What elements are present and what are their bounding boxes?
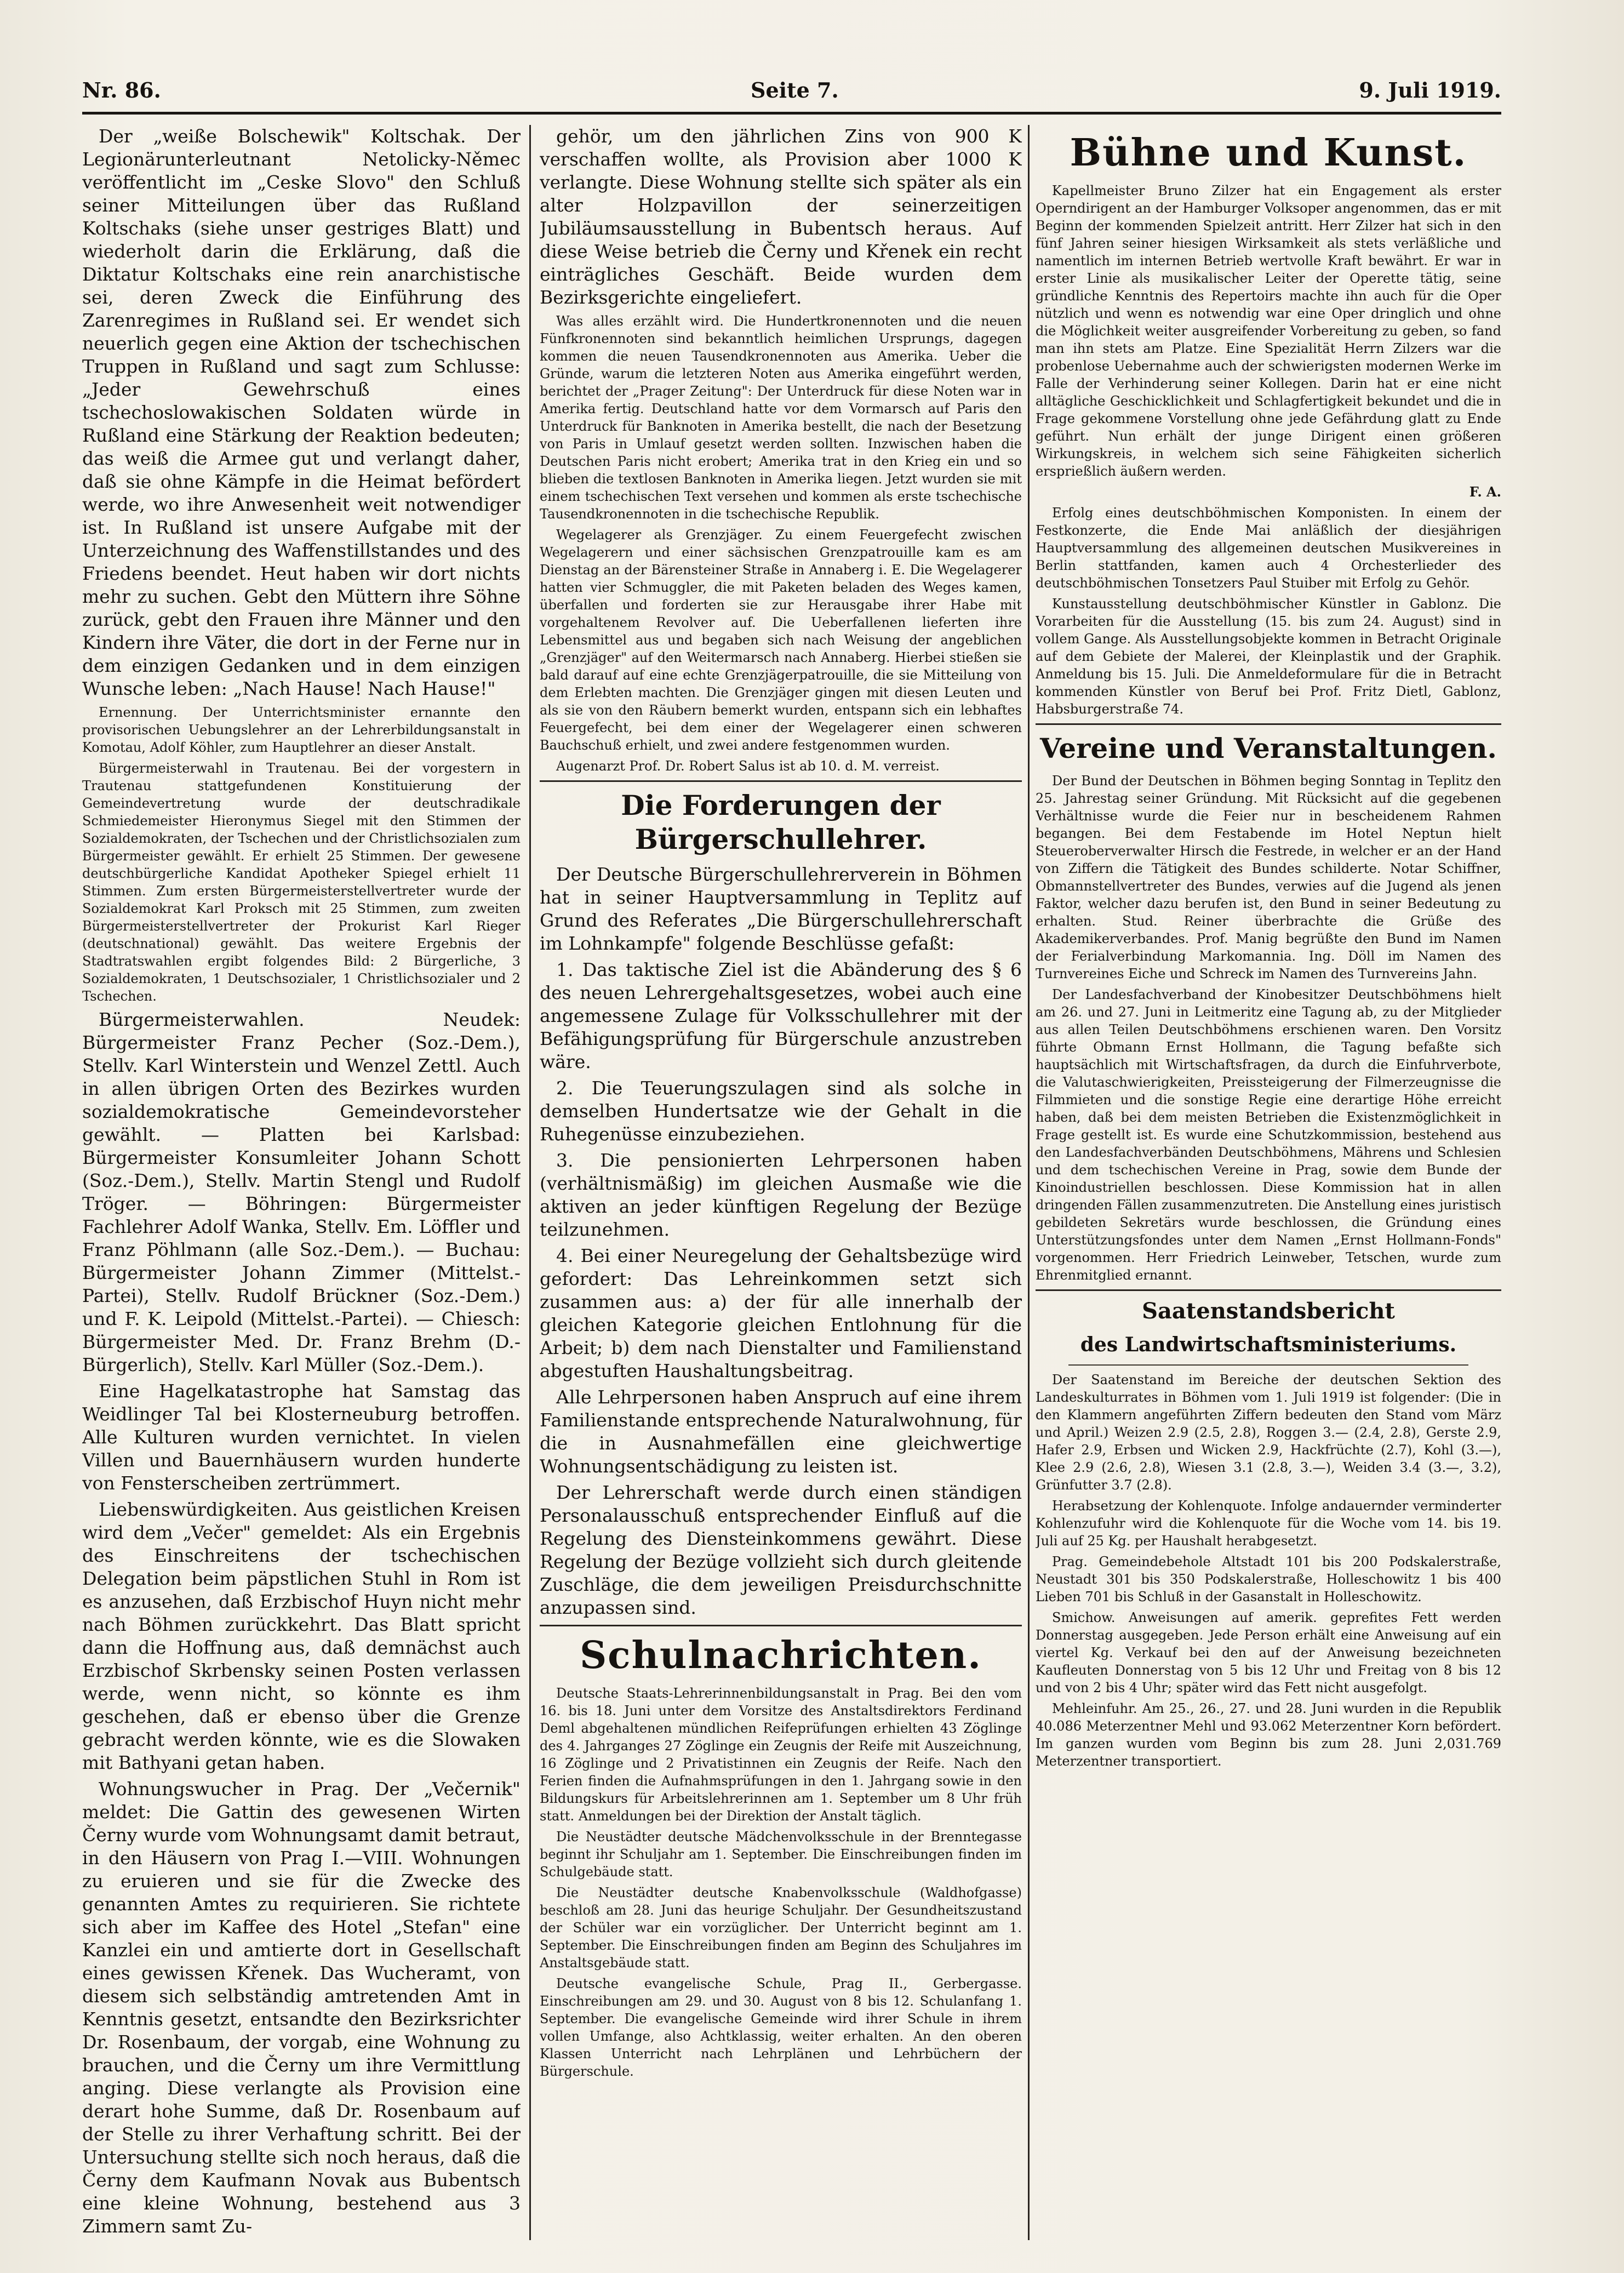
article-hagelkatastrophe: Eine Hagelkatastrophe hat Samstag das Weidlinger Tal bei Klosterneuburg betroffen. Alle Kulturen wurden vernichtet. In vielen Villen und Bauernhäusern wurden hunderte von Fensterscheiben zertrümmert.	[82, 1380, 521, 1494]
article-zilzer: Kapellmeister Bruno Zilzer hat ein Engagement als erster Operndirigent an der Hamburger Volksoper angenommen, das er mit Beginn der kommenden Spielzeit antritt. Herr Zilzer hat sich in den fünf Jahren seiner hiesigen Wirksamkeit als stets verläßliche und namentlich im internen Betrieb wertvolle Kraft bewährt. Er war in erster Linie als musikalischer Leiter der Operette tätig, seine gründliche Kenntnis des Repertoirs machte ihn auch für die Oper nützlich und wenn es notwendig war eine Oper dringlich und ohne die Möglichkeit weiter ausgreifender Vorbereitung zu geben, so fand man ihn stets am Platze. Eine Spezialität Herrn Zilzers war die probenlose Uebernahme auch der schwierigsten modernen Werke im Falle der Verhinderung seiner Kollegen. Darin hat er eine nicht alltägliche Geschicklichkeit und Schlagfertigkeit bekundet und die in Frage gekommene Vorstellung ohne jede Gefährdung glatt zu Ende geführt. Nun erhält der junge Dirigent einen größeren Wirkungskreis, in welchem sich seine Fähigkeiten sicherlich ersprießlich äußern werden.	[1036, 183, 1501, 479]
column-divider-2	[1028, 125, 1030, 2240]
article-wohnungswucher: Wohnungswucher in Prag. Der „Večernik" meldet: Die Gattin des gewesenen Wirten Černy wurde vom Wohnungsamt damit betraut, in den Häusern von Prag I.—VIII. Wohnungen zu eruieren und sie für die Zwecke des genannten Amtes zu requirieren. Sie richtete sich aber im Kaffee des Hotel „Stefan" eine Kanzlei ein und amtierte dort in Gesellschaft eines gewissen Křenek. Das Wucheramt, von diesem sich selbständig amtretenden Amt in Kenntnis gesetzt, entsandte den Bezirksrichter Dr. Rosenbaum, der vorgab, eine Wohnung zu brauchen, und die Černy um ihre Vermittlung anging. Diese verlangte als Provision eine derart hohe Summe, daß Dr. Rosenbaum auf der Stelle zu ihrer Verhaftung schritt. Bei der Untersuchung stellte sich noch heraus, daß die Černy dem Kaufmann Novak aus Bubentsch eine kleine Wohnung, bestehend aus 3 Zimmern samt Zu-	[82, 1778, 521, 2237]
page-number: Seite 7.	[751, 78, 839, 102]
section-separator	[540, 780, 1022, 782]
article-bund-der-deutschen: Der Bund der Deutschen in Böhmen beging Sonntag in Teplitz den 25. Jahrestag seiner Gründung. Mit Rücksicht auf die gegebenen Verhältnisse wurde die Feier nur in bescheidenem Rahmen begangen. Bei dem Festabende im Hotel Neptun hielt Steueroberverwalter Hirsch die Festrede, in welcher er an der Hand von Ziffern die Tätigkeit des Bundes schilderte. Notar Schiffner, Obmannstellvertreter des Bundes, verwies auf die Jugend als jenen Faktor, welcher dazu berufen ist, den Bund in seiner Bedeutung zu erhalten. Stud. Reiner überbrachte die Grüße des Akademikerverbandes. Prof. Manig begrüßte den Bund im Namen der Ferialverbindung Markomannia. Ing. Döll im Namen des Turnvereines Eiche und Schreck im Namen des Turnvereins Jahn.	[1036, 773, 1501, 981]
schul-maedchenvolksschule: Die Neustädter deutsche Mädchenvolksschule in der Brenntegasse beginnt ihr Schuljahr am 1. September. Die Einschreibungen finden im Schulgebäude statt.	[540, 1829, 1022, 1880]
article-wegelagerer: Wegelagerer als Grenzjäger. Zu einem Feuergefecht zwischen Wegelagerern und einer sächsischen Grenzpatrouille kam es am Dienstag an der Bärensteiner Straße in Annaberg i. E. Die Wegelagerer hatten vier Schmuggler, die mit Paketen beladen des Weges kamen, überfallen und forderten sie zur Herausgabe ihrer Habe mit vorgehaltenem Revolver auf. Die Ueberfallenen lieferten ihre Lebensmittel aus und begaben sich nach Weisung der angeblichen „Grenzjäger" auf den Weitermarsch nach Annaberg. Hierbei stießen sie bald darauf auf eine echte Grenzjägerpatrouille, die sie Mitteilung von dem Erlebten machten. Die Grenzjäger gingen mit diesen Leuten und als sie von den Räubern bemerkt wurden, entspann sich ein lebhaftes Feuergefecht, bei dem einer der Wegelagerer einen schweren Bauchschuß erhielt, und zwei andere festgenommen wurden.	[540, 527, 1022, 753]
article-komponist: Erfolg eines deutschböhmischen Komponisten. In einem der Festkonzerte, die Ende Mai anläßlich der diesjährigen Hauptversammlung des allgemeinen deutschen Musikvereines in Berlin stattfanden, kamen auch 4 Orchesterlieder des deutschböhmischen Tonsetzers Paul Stuiber mit Erfolg zu Gehör.	[1036, 505, 1501, 591]
article-kohlenquote: Herabsetzung der Kohlenquote. Infolge andauernder verminderter Kohlenzufuhr wird die Kohlenquote für die Woche vom 14. bis 19. Juli auf 25 Kg. per Haushalt herabgesetzt.	[1036, 1498, 1501, 1549]
article-was-alles-erzaehlt: Was alles erzählt wird. Die Hundertkronennoten und die neuen Fünfkronennoten sind bekanntlich heimlichen Ursprungs, dagegen kommen die neuen Tausendkronennoten aus Amerika. Ueber die Gründe, warum die letzteren Noten aus Amerika eingeführt werden, berichtet der „Prager Zeitung": Der Unterdruck für diese Noten war in Amerika fertig. Deutschland hatte vor dem Vormarsch auf Paris den Unterdruck für Banknoten in Amerika bestellt, die nach der Besetzung von Paris in Umlauf gesetzt werden sollten. Inzwischen haben die Deutschen Paris nicht erobert; Amerika trat in den Krieg ein und so blieben die textlosen Banknoten in Amerika liegen. Jetzt wurden sie mit einem tschechischen Text versehen und kommen als erste tschechische Tausendkronennoten in die tschechische Republik.	[540, 313, 1022, 522]
issue-number: Nr. 86.	[82, 78, 161, 102]
article-trautenau: Bürgermeisterwahl in Trautenau. Bei der vorgestern in Trautenau stattgefundenen Konstituierung der Gemeindevertretung wurde der deutschradikale Schmiedemeister Hieronymus Siegel mit den Stimmen der Sozialdemokraten, der Tschechen und der Christlichsozialen zum Bürgermeister gewählt. Er erhielt 25 Stimmen. Der gewesene deutschbürgerliche Kandidat Apotheker Spiegel erhielt 11 Stimmen. Zum ersten Bürgermeisterstellvertreter wurde der Sozialdemokrat Karl Proksch mit 25 Stimmen, zum zweiten Bürgermeisterstellvertreter der Prokurist Karl Rieger (deutschnational) gewählt. Das weitere Ergebnis der Stadtratswahlen ergibt folgendes Bild: 2 Bürgerliche, 3 Sozialdemokraten, 1 Deutschsozialer, 1 Christlichsozialer und 2 Tschechen.	[82, 761, 521, 1004]
forderungen-point-1: 1. Das taktische Ziel ist die Abänderung des § 6 des neuen Lehrergehaltsgesetzes, wobei auch eine angemessene Zulage für Volksschullehrer mit der Befähigungsprüfung für Bürgerschule anzustreben wäre.	[540, 959, 1022, 1072]
schul-lehrerinnenbildung: Deutsche Staats-Lehrerinnenbildungsanstalt in Prag. Bei den vom 16. bis 18. Juni unter dem Vorsitze des Anstaltsdirektors Ferdinand Deml abgehaltenen mündlichen Reifeprüfungen erhielten 43 Zöglinge des 4. Jahrganges 27 Zöglinge ein Zeugnis der Reife mit Auszeichnung, 16 Zöglinge und 2 Privatistinnen ein Zeugnis der Reife. Nach den Ferien finden die Aufnahmsprüfungen in den 1. Jahrgang sowie in den Bildungskurs für Arbeitslehrerinnen am 1. September um 8 Uhr früh statt. Anmeldungen bei der Direktion der Anstalt täglich.	[540, 1686, 1022, 1824]
article-mehleinfuhr: Mehleinfuhr. Am 25., 26., 27. und 28. Juni wurden in die Republik 40.086 Meterzentner Mehl und 93.062 Meterzentner Korn befördert. Im ganzen wurden vom Beginn bis zum 28. Juni 2,031.769 Meterzentner transportiert.	[1036, 1701, 1501, 1769]
forderungen-wohnung: Alle Lehrpersonen haben Anspruch auf eine ihrem Familienstande entsprechende Naturalwohnung, für die in Ausnahmefällen eine gleichwertige Wohnungsentschädigung zu leisten ist.	[540, 1386, 1022, 1477]
column-2	[540, 125, 1022, 2251]
section-separator	[1036, 723, 1501, 725]
heading-vereine: Vereine und Veranstaltungen.	[1040, 732, 1497, 764]
column-1	[82, 125, 521, 2251]
issue-date: 9. Juli 1919.	[1359, 78, 1501, 102]
header-rule	[82, 112, 1501, 115]
article-kinobesitzer: Der Landesfachverband der Kinobesitzer Deutschböhmens hielt am 26. und 27. Juni in Leitmeritz eine Tagung ab, zu der Mitglieder aus allen Teilen Deutschböhmens erschienen waren. Den Vorsitz führte Obmann Ernst Hollmann, die Tagung befaßte sich hauptsächlich mit Wirtschaftsfragen, da durch die Einfuhrverbote, die Valutaschwierigkeiten, Preissteigerung der Filmerzeugnisse die Filmmieten und die sonstige Regie eine derartige Höhe erreicht haben, daß bei dem meisten Betrieben die Existenzmöglichkeit in Frage gestellt ist. Es wurde eine Schutzkommission, bestehend aus den Landesfachverbänden Deutschböhmens, Mährens und Schlesien und dem tschechischen Vereine in Prag, sowie dem Bunde der Kinoindustriellen beschlossen. Diese Kommission hat in allen dringenden Fällen zusammenzutreten. Die Anstellung eines juristisch gebildeten Sekretärs wurde beschlossen, die Gründung eines Unterstützungsfondes unter dem Namen „Ernst Hollmann-Fonds" vorgenommen. Herr Friedrich Leinweber, Tetschen, wurde zum Ehrenmitglied ernannt.	[1036, 987, 1501, 1283]
article-signature: F. A.	[1469, 484, 1501, 500]
section-separator	[540, 1625, 1022, 1626]
schul-knabenvolksschule: Die Neustädter deutsche Knabenvolksschule (Waldhofgasse) beschloß am 28. Juni das heurige Schuljahr. Der Gesundheitszustand der Schüler war ein vorzüglicher. Der Unterricht beginnt am 1. September. Die Einschreibungen finden am Beginn des Schuljahres im Anstaltsgebäude statt.	[540, 1885, 1022, 1971]
article-koltschak: Der „weiße Bolschewik" Koltschak. Der Legionärunterleutnant Netolicky-Němec veröffentlicht im „Ceske Slovo" den Schluß seiner Mitteilungen über das Rußland Koltschaks (siehe unser gestriges Blatt) und wiederholt darin die Erklärung, daß die Diktatur Koltschaks eine rein anarchistische sei, deren Zweck die Einführung des Zarenregimes in Rußland sei. Er wendet sich neuerlich gegen eine Aktion der tschechischen Truppen in Rußland und sagt zum Schlusse: „Jeder Gewehrschuß eines tschechoslowakischen Soldaten würde in Rußland eine Stärkung der Reaktion bedeuten; das weiß die Armee gut und verlangt daher, daß sie ohne Kämpfe in die Heimat befördert werde, wo ihre Anwesenheit weit notwendiger ist. In Rußland ist unsere Aufgabe mit der Unterzeichnung des Waffenstillstandes und des Friedens beendet. Heut haben wir dort nichts mehr zu suchen. Gebt den Müttern ihre Söhne zurück, gebt den Frauen ihre Männer und den Kindern ihre Väter, die dort in der Ferne nur in dem einzigen Gedanken und in dem einzigen Wunsche leben: „Nach Hause! Nach Hause!"	[82, 125, 521, 699]
article-prag-gemeinde: Prag. Gemeindebehole Altstadt 101 bis 200 Podskalerstraße, Neustadt 301 bis 350 Podskalerstraße, Holleschowitz 1 bis 400 Lieben 701 bis Schluß in der Gasanstalt in Holleschowitz.	[1036, 1554, 1501, 1604]
article-saatenstand: Der Saatenstand im Bereiche der deutschen Sektion des Landeskulturrates in Böhmen vom 1. Juli 1919 ist folgender: (Die in den Klammern angeführten Ziffern bedeuten den Stand vom März und April.) Weizen 2.9 (2.5, 2.8), Roggen 3.— (2.4, 2.8), Gerste 2.9, Hafer 2.9, Erbsen und Wicken 2.9, Hackfrüchte (2.7), Kohl (3.—), Klee 2.9 (2.6, 2.8), Wiesen 3.1 (2.8, 3.—), Weiden 3.4 (3.—, 3.2), Grünfutter 3.7 (2.8).	[1036, 1372, 1501, 1493]
article-buergermeisterwahlen: Bürgermeisterwahlen. Neudek: Bürgermeister Franz Pecher (Soz.-Dem.), Stellv. Karl Winterstein und Wenzel Zettl. Auch in allen übrigen Orten des Bezirkes wurden sozialdemokratische Gemeindevorsteher gewählt. — Platten bei Karlsbad: Bürgermeister Konsumleiter Johann Schott (Soz.-Dem.), Stellv. Martin Stengl und Rudolf Tröger. — Böhringen: Bürgermeister Fachlehrer Adolf Wanka, Stellv. Em. Löffler und Franz Pöhlmann (alle Soz.-Dem.). — Buchau: Bürgermeister Johann Zimmer (Mittelst.-Partei), Stellv. Rudolf Brückner (Soz.-Dem.) und F. K. Leipold (Mittelst.-Partei). — Chiesch: Bürgermeister Med. Dr. Franz Brehm (D.-Bürgerlich), Stellv. Karl Müller (Soz.-Dem.).	[82, 1009, 521, 1375]
article-smichow: Smichow. Anweisungen auf amerik. geprefites Fett werden Donnerstag ausgegeben. Jede Person erhält eine Anweisung auf ein viertel Kg. Verkauf bei den auf der Anweisung bezeichneten Kaufleuten Donnerstag von 5 bis 12 Uhr und Freitag von 8 bis 12 und von 2 bis 4 Uhr; später wird das Fett nicht ausgefolgt.	[1036, 1610, 1501, 1695]
article-liebenswuerdigkeiten: Liebenswürdigkeiten. Aus geistlichen Kreisen wird dem „Večer" gemeldet: Als ein Ergebnis des Einschreitens der tschechischen Delegation beim päpstlichen Stuhl in Rom ist es anzusehen, daß Erzbischof Huyn nicht mehr nach Böhmen zurückkehrt. Das Blatt spricht dann die Hoffnung aus, daß demnächst auch Erzbischof Skrbensky seinen Posten verlassen werde, wenn nicht, so könnte es ihm geschehen, daß er ebenso über die Grenze gebracht werden könnte, wie es die Slowaken mit Bathyani getan haben.	[82, 1499, 521, 1773]
forderungen-intro: Der Deutsche Bürgerschullehrerverein in Böhmen hat in seiner Hauptversammlung in Teplitz auf Grund des Referates „Die Bürgerschullehrerschaft im Lohnkampfe" folgende Beschlüsse gefaßt:	[540, 864, 1022, 954]
column-divider-1	[529, 125, 531, 2240]
heading-saatenstand: Saatenstandsbericht	[1142, 1298, 1395, 1324]
page-header	[82, 78, 1501, 111]
article-wohnungswucher-cont: gehör, um den jährlichen Zins von 900 K verschaffen wollte, als Provision aber 1000 K verlangte. Diese Wohnung stellte sich später als ein alter Holzpavillon der seinerzeitigen Jubiläumsausstellung in Bubentsch heraus. Auf diese Weise betrieb die Černy und Křenek ein recht einträgliches Geschäft. Beide wurden dem Bezirksgerichte eingeliefert.	[540, 125, 1022, 308]
heading-buehne-und-kunst: Bühne und Kunst.	[1070, 131, 1467, 175]
notice-augenarzt: Augenarzt Prof. Dr. Robert Salus ist ab 10. d. M. verreist.	[556, 758, 940, 774]
column-3	[1036, 125, 1501, 2251]
heading-rule	[1068, 1364, 1468, 1366]
forderungen-point-2: 2. Die Teuerungszulagen sind als solche in demselben Hundertsatze wie der Gehalt in die Ruhegenüsse einzubeziehen.	[540, 1077, 1022, 1145]
forderungen-point-4: 4. Bei einer Neuregelung der Gehaltsbezüge wird gefordert: Das Lehreinkommen setzt sich zusammen aus: a) der für alle innerhalb der gleichen Kategorie gleichen Entlohnung für die Arbeit; b) dem nach Dienstalter und Familienstand abgestuften Haushaltungsbeitrag.	[540, 1245, 1022, 1381]
section-separator	[1036, 1289, 1501, 1291]
article-kunstausstellung: Kunstausstellung deutschböhmischer Künstler in Gablonz. Die Vorarbeiten für die Ausstellung (15. bis zum 24. August) sind in vollem Gange. Als Ausstellungsobjekte kommen in Betracht Originale auf dem Gebiete der Malerei, der Kleinplastik und der Graphik. Anmeldung bis 15. Juli. Die Anmeldeformulare für die in Betracht kommenden Künstler von Beruf bei Prof. Fritz Dietl, Gablonz, Habsburgerstraße 74.	[1036, 596, 1501, 717]
forderungen-personalausschuss: Der Lehrerschaft werde durch einen ständigen Personalausschuß entsprechender Einfluß auf die Regelung des Diensteinkommens gewährt. Diese Regelung der Bezüge vollzieht sich durch gleitende Zuschläge, die dem jeweiligen Preisdurchschnitte anzupassen sind.	[540, 1482, 1022, 1618]
heading-landwirtschaftsministerium: des Landwirtschaftsministeriums.	[1080, 1333, 1457, 1356]
article-ernennung: Ernennung. Der Unterrichtsminister ernannte den provisorischen Uebungslehrer an der Lehrerbildungsanstalt in Komotau, Adolf Köhler, zum Hauptlehrer an dieser Anstalt.	[82, 705, 521, 755]
forderungen-point-3: 3. Die pensionierten Lehrpersonen haben (verhältnismäßig) im gleichen Ausmaße wie die aktiven an jeder künftigen Regelung der Bezüge teilzunehmen.	[540, 1150, 1022, 1240]
schul-evangelische: Deutsche evangelische Schule, Prag II., Gerbergasse. Einschreibungen am 29. und 30. August von 8 bis 12. Schulanfang 1. September. Die evangelische Gemeinde wird ihrer Schule in ihrem vollen Umfange, also Achtklassig, weiter erhalten. An den oberen Klassen Unterricht nach Lehrplänen und Lehrbüchern der Bürgerschule.	[540, 1976, 1022, 2079]
heading-schulnachrichten: Schulnachrichten.	[580, 1634, 982, 1677]
heading-forderungen: Die Forderungen der Bürgerschullehrer.	[621, 789, 941, 855]
